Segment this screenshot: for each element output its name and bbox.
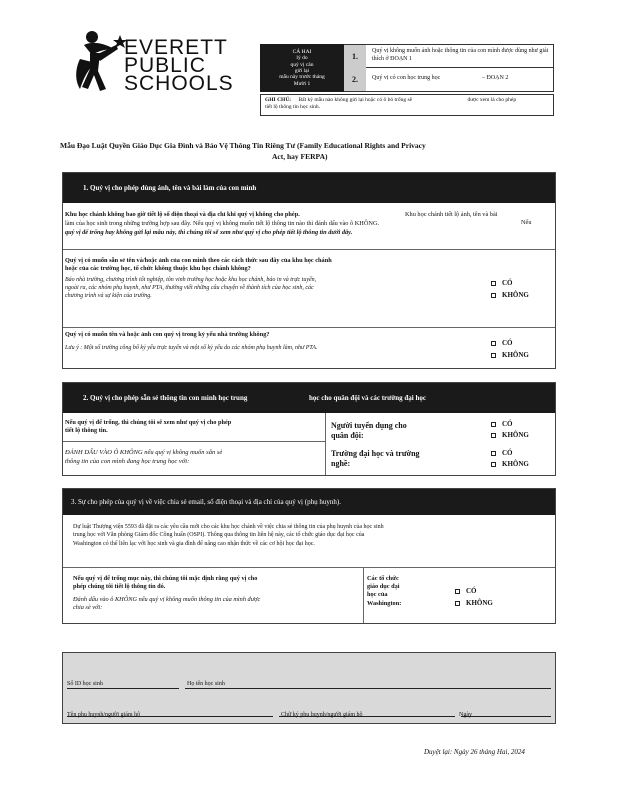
no-label: KHÔNG — [502, 460, 529, 468]
question-1-note — [65, 276, 485, 300]
section-2-left-line-2: tiết lộ thông tin. — [65, 426, 108, 434]
section-2-note-line-2: thông tin của con mình đang học trung học với: — [65, 457, 190, 465]
parent-signature-label: Chữ ký phụ huynh/người giám hộ — [281, 712, 363, 718]
question-1-yes-option[interactable] — [491, 279, 513, 288]
org-label-line: Washington: — [367, 599, 402, 607]
university-label-line-2: nghề: — [331, 459, 351, 469]
org-label-line: học của — [367, 591, 388, 599]
student-name-field[interactable] — [185, 679, 551, 689]
header-left-line: gửi lại — [294, 68, 310, 74]
question-1-note-line: chương trình và sự kiện của trường. — [65, 292, 152, 299]
section-2-left-line-1: Nếu quý vị để trống, thì chúng tôi sẽ xem như quý vị cho phép — [65, 419, 232, 426]
section-2-left — [65, 419, 315, 435]
washington-org-label — [367, 575, 401, 608]
section-1-intro-right-2: Nếu — [521, 219, 532, 226]
header-left-line: CÁ HAI — [292, 49, 312, 56]
section-1-intro-bold: Khu học chánh không bao giờ tiết lộ số điện thoại và địa chỉ khi quý vị không cho phép. — [65, 211, 300, 218]
section-3-yes-option[interactable] — [455, 587, 477, 596]
header-box — [260, 44, 554, 118]
header-note — [260, 94, 554, 116]
section-3-left — [73, 575, 353, 611]
section-3-left-note-1: Đánh dấu vào ô KHÔNG nếu quý vị không muốn thông tin của mình được — [73, 595, 261, 603]
note-label: GHI CHÚ: — [265, 97, 292, 103]
section-1-intro-line-3: quý vị để trống hay không gửi lại mẫu này, thì chúng tôi sẽ xem như quý vị cho phép tiết lộ thông tin dưới đây. — [65, 229, 353, 236]
header-row-2 — [344, 68, 554, 92]
question-1-note-line: ngoài ra, các nhóm phụ huynh, như PTA, thường viết những câu chuyện về thành tích của học sinh, các — [65, 284, 314, 291]
section-1 — [62, 172, 556, 369]
section-1-header — [63, 173, 555, 203]
date-label: Ngày — [459, 712, 472, 718]
section-3-left-note-2: chia sẻ với: — [73, 603, 103, 611]
row-2-number: 2. — [344, 68, 366, 91]
student-name-label: Họ tên học sinh — [187, 681, 225, 687]
signature-area — [62, 652, 556, 724]
yes-label: CÓ — [502, 339, 513, 347]
checkbox-icon[interactable] — [491, 353, 496, 358]
question-1-note-line: Báo nhà trường, chương trình tốt nghiệp, tôn vinh trường học hoặc khu học chánh, báo in và trực tuyến, — [65, 276, 317, 283]
row-2-text: Quý vị có con học trung học — [372, 75, 441, 81]
header-left-panel — [260, 44, 344, 92]
section-3-left-line-1: Nếu quý vị để trống mục này, thì chúng tôi mặc định rằng quý vị cho — [73, 575, 258, 582]
section-2-left-note — [65, 449, 315, 467]
section-3-header-text: 3. Sự cho phép của quý vị về việc chia sẻ email, số điện thoại và địa chỉ của quý vị (phụ huynh). — [71, 497, 341, 506]
date-field[interactable] — [461, 709, 551, 717]
parent-name-label: Tên phụ huynh/người giám hộ — [67, 712, 141, 718]
revised-date: Duyệt lại: Ngày 26 tháng Hai, 2024 — [424, 748, 525, 756]
yes-label: CÓ — [502, 420, 513, 428]
note-text-3: tiết lộ thông tin học sinh. — [265, 104, 320, 111]
question-1 — [65, 257, 485, 300]
question-2-yes-option[interactable] — [491, 339, 513, 348]
checkbox-icon[interactable] — [491, 462, 496, 467]
page-title — [60, 140, 560, 163]
section-2-note-line-1: ĐÁNH DẤU VÀO Ô KHÔNG nếu quý vị không muốn sẵn sẻ — [65, 449, 223, 456]
header-left-line: lý do — [296, 55, 308, 62]
military-label — [331, 421, 407, 442]
section-3-paragraph-line-1: Dự luật Thượng viện 5593 đã đặt ra các yêu cầu mới cho các khu học chánh về việc chia sẻ thông tin của phụ huynh của học sinh — [73, 524, 384, 530]
section-2 — [62, 382, 556, 476]
checkbox-icon[interactable] — [491, 341, 496, 346]
yes-label: CÓ — [502, 279, 513, 287]
checkbox-icon[interactable] — [455, 601, 460, 606]
header-left-line: mẫu này trước tháng — [279, 74, 325, 81]
military-label-line-2: quân đội: — [331, 431, 364, 441]
student-id-label: Số ID học sinh — [67, 681, 103, 687]
university-no-option[interactable] — [491, 460, 529, 469]
section-3-left-line-2: phép chúng tôi tiết lộ thông tin đó. — [73, 582, 166, 590]
person-star-logo-icon — [70, 27, 128, 97]
section-3-header — [63, 489, 555, 515]
logo-line-3: SCHOOLS — [124, 72, 234, 95]
checkbox-icon[interactable] — [491, 281, 496, 286]
row-1-text: Quý vị không muốn ảnh hoặc thông tin của con mình được dùng như giải thích ở ĐOẠN 1 — [372, 48, 549, 62]
section-2-header-right: học cho quân đội và các trường đại học — [309, 393, 426, 402]
military-label-line-1: Người tuyển dụng cho — [331, 421, 407, 430]
section-2-header-left: 2. Quý vị cho phép sẵn sẻ thông tin con mình học trung — [83, 393, 248, 402]
row-2-suffix: – ĐOẠN 2 — [482, 75, 509, 81]
yes-label: CÓ — [466, 587, 477, 595]
military-yes-option[interactable] — [491, 420, 513, 429]
university-yes-option[interactable] — [491, 449, 513, 458]
note-text-2: được xem là cho phép — [467, 97, 517, 103]
university-label-line-1: Trường đại học và trường — [331, 449, 420, 458]
checkbox-icon[interactable] — [455, 589, 460, 594]
note-text: Bất kỳ mẫu nào không gửi lại hoặc có ô bỏ trống sẽ — [298, 97, 413, 103]
no-label: KHÔNG — [502, 351, 529, 359]
no-label: KHÔNG — [502, 431, 529, 439]
logo-line-2: PUBLIC — [124, 54, 206, 77]
checkbox-icon[interactable] — [491, 422, 496, 427]
org-label-line: giáo dục đại — [367, 583, 400, 591]
section-1-header-text: 1. Quý vị cho phép dùng ảnh, tên và bài làm của con mình — [83, 183, 257, 192]
question-2 — [65, 331, 485, 352]
header-left-line: Mười 1 — [293, 80, 311, 87]
no-label: KHÔNG — [466, 599, 493, 607]
section-3-no-option[interactable] — [455, 599, 493, 608]
question-2-no-option[interactable] — [491, 351, 529, 360]
section-1-intro-line-2: làm của học sinh trong những trường hợp sau đây. Nếu quý vị không muốn tiết lộ thông tin nào thì đánh dấu vào ô KHÔNG. — [65, 220, 380, 227]
section-1-intro-right: Khu học chánh tiết lộ ảnh, tên và bài — [405, 211, 498, 218]
section-3-paragraph-line-2: trung học với Văn phòng Giám đốc Công huấn (OSPI). Thông qua thông tin liên hệ này, các tổ chức giáo dục đại học của — [73, 532, 365, 539]
yes-label: CÓ — [502, 449, 513, 457]
logo — [70, 27, 234, 97]
checkbox-icon[interactable] — [491, 293, 496, 298]
header-left-line: quý vị cân — [290, 61, 314, 68]
university-label — [331, 449, 420, 470]
question-2-line-1: Quý vị có muốn tên và hoặc ảnh con quý vị trong kỷ yếu nhà trường không? — [65, 331, 270, 338]
section-3 — [62, 488, 556, 624]
no-label: KHÔNG — [502, 291, 529, 299]
section-3-paragraph — [73, 523, 551, 548]
question-2-note: Lưu ý : Một số trường công bố kỷ yếu trực tuyến và một số kỷ yếu do các nhóm phụ huynh làm, như PTA. — [65, 344, 318, 351]
title-line-1: Mẫu Đạo Luật Quyền Giáo Dục Gia Đình và Bảo Vệ Thông Tin Riêng Tư (Family Educational Rights and Privacy — [60, 141, 426, 150]
checkbox-icon[interactable] — [491, 451, 496, 456]
header-row-1 — [344, 44, 554, 68]
question-1-line-1: Quý vị có muốn sẵn sẻ tên và/hoặc ảnh của con mình theo các cách thức sau đây của khu học chánh — [65, 257, 332, 264]
org-label-line: Các tổ chức — [367, 575, 399, 582]
checkbox-icon[interactable] — [491, 433, 496, 438]
title-line-2: Act, hay FERPA) — [272, 152, 328, 162]
section-3-paragraph-line-3: Washington có thể liên lạc với học sinh và gia đình để nâng cao nhận thức về các cơ hội học đại học. — [73, 540, 315, 547]
logo-line-1: EVERETT — [124, 36, 228, 59]
military-no-option[interactable] — [491, 431, 529, 440]
row-1-number: 1. — [344, 45, 366, 68]
question-1-no-option[interactable] — [491, 291, 529, 300]
section-2-header — [63, 383, 555, 413]
question-1-line-2: hoặc của các trường học, tổ chức không thuộc khu học chánh không? — [65, 264, 251, 272]
section-1-intro — [65, 211, 553, 237]
